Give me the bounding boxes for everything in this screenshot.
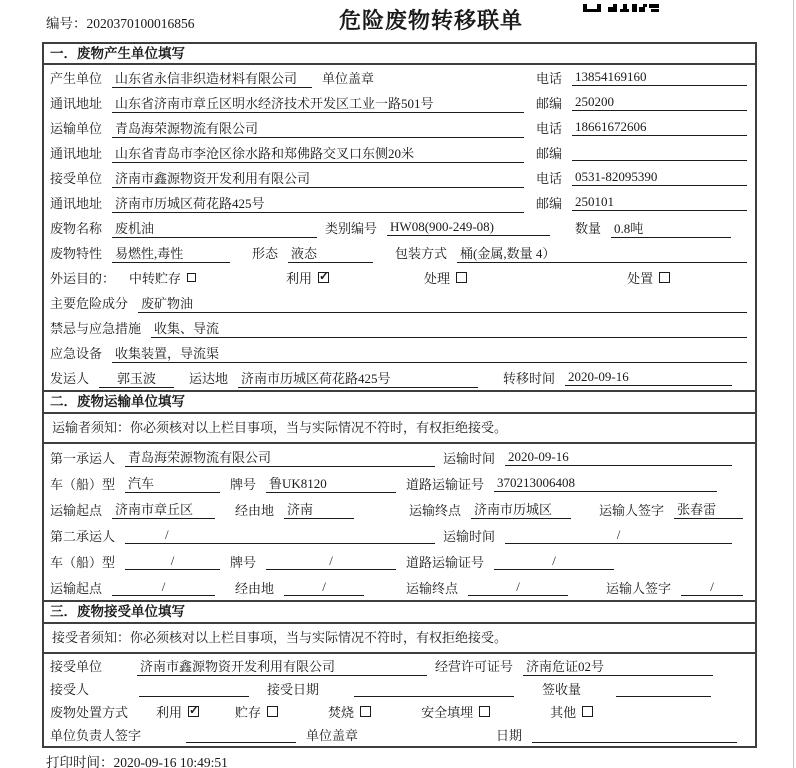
vehicle-type2-label: 车（船）型 <box>50 554 116 570</box>
producer-phone-value: 13854169160 <box>572 69 747 86</box>
receiver-unit-label: 接受单位 <box>50 171 103 186</box>
plate-number-label: 牌号 <box>230 476 257 492</box>
row-vehicle-type-1 <box>44 470 755 496</box>
row-transport-route-1 <box>44 496 755 522</box>
plate-number2-value: / <box>266 553 396 570</box>
receiver-zip-value: 250101 <box>572 194 747 211</box>
accept-date-label: 接受日期 <box>267 682 320 697</box>
carrier-signature2-value: / <box>681 579 743 596</box>
checkbox-disposal-landfill <box>479 706 490 717</box>
road-permit-label: 道路运输证号 <box>406 476 485 492</box>
section2-notice: 运输者须知：你必须核对以上栏目事项，当与实际情况不符时，有权拒绝接受。 <box>44 414 755 444</box>
option-label: 利用 <box>286 271 313 286</box>
transport-time2-label: 运输时间 <box>443 528 496 544</box>
received-quantity-label: 签收量 <box>542 682 582 697</box>
transport-unit-value: 青岛海荣源物流有限公司 <box>112 118 524 138</box>
row-receiver-address <box>44 190 755 215</box>
option-label: 处理 <box>424 271 451 286</box>
option-label: 中转贮存 <box>129 271 182 286</box>
outbound-purpose-label: 外运目的： <box>50 271 116 286</box>
accepting-unit-label: 接受单位 <box>50 659 103 674</box>
form-state-label: 形态 <box>252 246 279 261</box>
option-label: 利用 <box>156 705 183 720</box>
purpose-option-dispose <box>627 268 670 287</box>
row-emergency-equipment <box>44 340 755 365</box>
date-label: 日期 <box>496 728 523 743</box>
receiver-phone-label: 电话 <box>535 171 562 186</box>
waste-property-label: 废物特性 <box>50 246 103 261</box>
row-producer-unit <box>44 65 755 90</box>
transport-time2-value: / <box>505 527 732 544</box>
road-permit-value: 370213006408 <box>494 475 717 492</box>
row-first-carrier <box>44 444 755 470</box>
page-title: 危险废物转移联单 <box>338 8 523 33</box>
transfer-form-table <box>42 42 757 748</box>
road-permit2-label: 道路运输证号 <box>406 554 485 570</box>
category-code-value: HW08(900-249-08) <box>387 219 550 236</box>
shipper-label: 发运人 <box>50 371 90 386</box>
producer-phone-label: 电话 <box>535 71 562 86</box>
transport-time-value: 2020-09-16 <box>505 449 732 466</box>
receiver-address-label: 通讯地址 <box>50 196 103 211</box>
vehicle-type2-value: / <box>125 553 220 570</box>
packaging-label: 包装方式 <box>395 246 448 261</box>
carrier-signature-value: 张春雷 <box>674 499 743 519</box>
transfer-time-value: 2020-09-16 <box>565 369 732 386</box>
quantity-label: 数量 <box>575 221 602 236</box>
row-producer-address <box>44 90 755 115</box>
section3-notice: 接受者须知：你必须核对以上栏目事项，当与实际情况不符时，有权拒绝接受。 <box>44 624 755 654</box>
option-label: 焚烧 <box>328 705 355 720</box>
endpoint2-label: 运输终点 <box>406 580 459 596</box>
row-disposal-method <box>44 700 755 723</box>
section1-header: 一．废物产生单位填写 <box>44 44 755 65</box>
purpose-option-treat <box>424 268 467 287</box>
transport-phone-value: 18661672606 <box>572 119 747 136</box>
via-value: 济南 <box>284 499 354 519</box>
road-permit2-value: / <box>494 553 614 570</box>
option-label: 处置 <box>627 271 654 286</box>
category-code-label: 类别编号 <box>325 221 378 236</box>
receiver-phone-value: 0531-82095390 <box>572 169 747 186</box>
origin2-label: 运输起点 <box>50 580 103 596</box>
print-time <box>46 751 228 768</box>
checkbox-transfer-storage <box>187 273 196 282</box>
origin-label: 运输起点 <box>50 502 103 518</box>
first-carrier-value: 青岛海荣源物流有限公司 <box>125 447 435 467</box>
row-emergency-measures <box>44 315 755 340</box>
checkbox-utilize <box>318 272 329 283</box>
transport-address-value: 山东省青岛市李沧区徐水路和郑佛路交叉口东侧20米 <box>112 143 524 163</box>
print-time-value: 2020-09-16 10:49:51 <box>113 755 228 768</box>
destination-value: 济南市历城区荷花路425号 <box>238 368 478 388</box>
waste-name-value: 废机油 <box>112 218 317 238</box>
row-transport-route-2 <box>44 574 755 600</box>
endpoint-label: 运输终点 <box>409 502 462 518</box>
transport-zip-value <box>572 145 747 161</box>
checkbox-disposal-incinerate <box>360 706 371 717</box>
second-carrier-value: / <box>125 527 435 544</box>
purpose-option-utilize <box>286 268 329 287</box>
second-carrier-label: 第二承运人 <box>50 528 116 544</box>
accepting-person-label: 接受人 <box>50 682 90 697</box>
print-time-label: 打印时间： <box>46 755 114 768</box>
plate-number2-label: 牌号 <box>230 554 257 570</box>
transport-zip-label: 邮编 <box>535 146 562 161</box>
receiver-zip-label: 邮编 <box>535 196 562 211</box>
disposal-option-utilize <box>156 702 199 721</box>
origin2-value: / <box>112 579 215 596</box>
waste-property-value: 易燃性,毒性 <box>112 243 230 263</box>
checkbox-dispose <box>659 272 670 283</box>
section3-header: 三．废物接受单位填写 <box>44 600 755 624</box>
producer-unit-label: 产生单位 <box>50 71 103 86</box>
purpose-option-transfer-storage <box>129 268 196 287</box>
receiver-unit-value: 济南市鑫源物资开发利用有限公司 <box>112 168 524 188</box>
transport-unit-label: 运输单位 <box>50 121 103 136</box>
carrier-signature2-label: 运输人签字 <box>606 580 672 596</box>
option-label: 其他 <box>550 705 577 720</box>
row-main-hazard <box>44 290 755 315</box>
disposal-option-incinerate <box>328 702 371 721</box>
disposal-option-store <box>235 702 278 721</box>
producer-zip-label: 邮编 <box>535 96 562 111</box>
unit-seal-label: 单位盖章 <box>322 71 375 86</box>
plate-number-value: 鲁UK8120 <box>266 473 396 493</box>
emergency-measures-label: 禁忌与应急措施 <box>50 321 142 336</box>
row-shipper <box>44 365 755 390</box>
unit-seal2-label: 单位盖章 <box>306 728 359 743</box>
form-state-value: 液态 <box>288 243 373 263</box>
row-receiver-unit <box>44 165 755 190</box>
date-value <box>532 727 737 743</box>
transfer-time-label: 转移时间 <box>503 371 556 386</box>
row-transport-address <box>44 140 755 165</box>
producer-address-value: 山东省济南市章丘区明水经济技术开发区工业一路501号 <box>112 93 524 113</box>
received-quantity-value <box>616 681 711 697</box>
via-label: 经由地 <box>235 502 275 518</box>
producer-unit-value: 山东省永信非织造材料有限公司 <box>112 68 312 88</box>
transport-phone-label: 电话 <box>535 121 562 136</box>
license-number-label: 经营许可证号 <box>435 659 514 674</box>
accepting-unit-value: 济南市鑫源物资开发利用有限公司 <box>137 656 427 676</box>
row-waste-property <box>44 240 755 265</box>
accepting-person-value <box>139 681 249 697</box>
row-accepting-person <box>44 677 755 700</box>
scan-page-edge-line <box>793 0 794 768</box>
producer-zip-value: 250200 <box>572 94 747 111</box>
row-vehicle-type-2 <box>44 548 755 574</box>
first-carrier-label: 第一承运人 <box>50 450 116 466</box>
quantity-value: 0.8吨 <box>611 218 731 238</box>
producer-address-label: 通讯地址 <box>50 96 103 111</box>
disposal-option-landfill <box>421 702 490 721</box>
serial-value: 2020370100016856 <box>86 16 195 31</box>
qr-code-fragment <box>583 0 659 18</box>
accept-date-value <box>354 681 514 697</box>
endpoint-value: 济南市历城区 <box>471 499 571 519</box>
option-label: 贮存 <box>235 705 262 720</box>
packaging-value: 桶(金属,数量 4） <box>457 243 747 263</box>
vehicle-type-label: 车（船）型 <box>50 476 116 492</box>
waste-name-label: 废物名称 <box>50 221 103 236</box>
main-hazard-label: 主要危险成分 <box>50 296 129 311</box>
via2-label: 经由地 <box>235 580 275 596</box>
carrier-signature-label: 运输人签字 <box>599 502 665 518</box>
license-number-value: 济南危证02号 <box>523 656 713 676</box>
section2-header: 二．废物运输单位填写 <box>44 390 755 414</box>
receiver-address-value: 济南市历城区荷花路425号 <box>112 193 524 213</box>
disposal-method-label: 废物处置方式 <box>50 705 129 720</box>
vehicle-type-value: 汽车 <box>125 473 220 493</box>
row-responsible-signature <box>44 723 755 746</box>
option-label: 安全填埋 <box>421 705 474 720</box>
via2-value: / <box>284 579 364 596</box>
row-transport-unit <box>44 115 755 140</box>
checkbox-disposal-utilize <box>188 706 199 717</box>
main-hazard-value: 废矿物油 <box>138 293 747 313</box>
row-accepting-unit <box>44 654 755 677</box>
transport-address-label: 通讯地址 <box>50 146 103 161</box>
emergency-equipment-value: 收集装置，导流渠 <box>112 343 747 363</box>
endpoint2-value: / <box>468 579 568 596</box>
shipper-value: 郭玉波 <box>99 368 174 388</box>
destination-label: 运达地 <box>189 371 229 386</box>
row-waste-name <box>44 215 755 240</box>
responsible-signature-label: 单位负责人签字 <box>50 728 142 743</box>
responsible-signature-value <box>186 727 296 743</box>
checkbox-disposal-other <box>582 706 593 717</box>
row-outbound-purpose <box>44 265 755 290</box>
origin-value: 济南市章丘区 <box>112 499 215 519</box>
emergency-measures-value: 收集、导流 <box>151 318 747 338</box>
emergency-equipment-label: 应急设备 <box>50 346 103 361</box>
checkbox-disposal-store <box>267 706 278 717</box>
transport-time-label: 运输时间 <box>443 450 496 466</box>
serial-label: 编号： <box>46 16 87 31</box>
disposal-option-other <box>550 702 593 721</box>
checkbox-treat <box>456 272 467 283</box>
row-second-carrier <box>44 522 755 548</box>
